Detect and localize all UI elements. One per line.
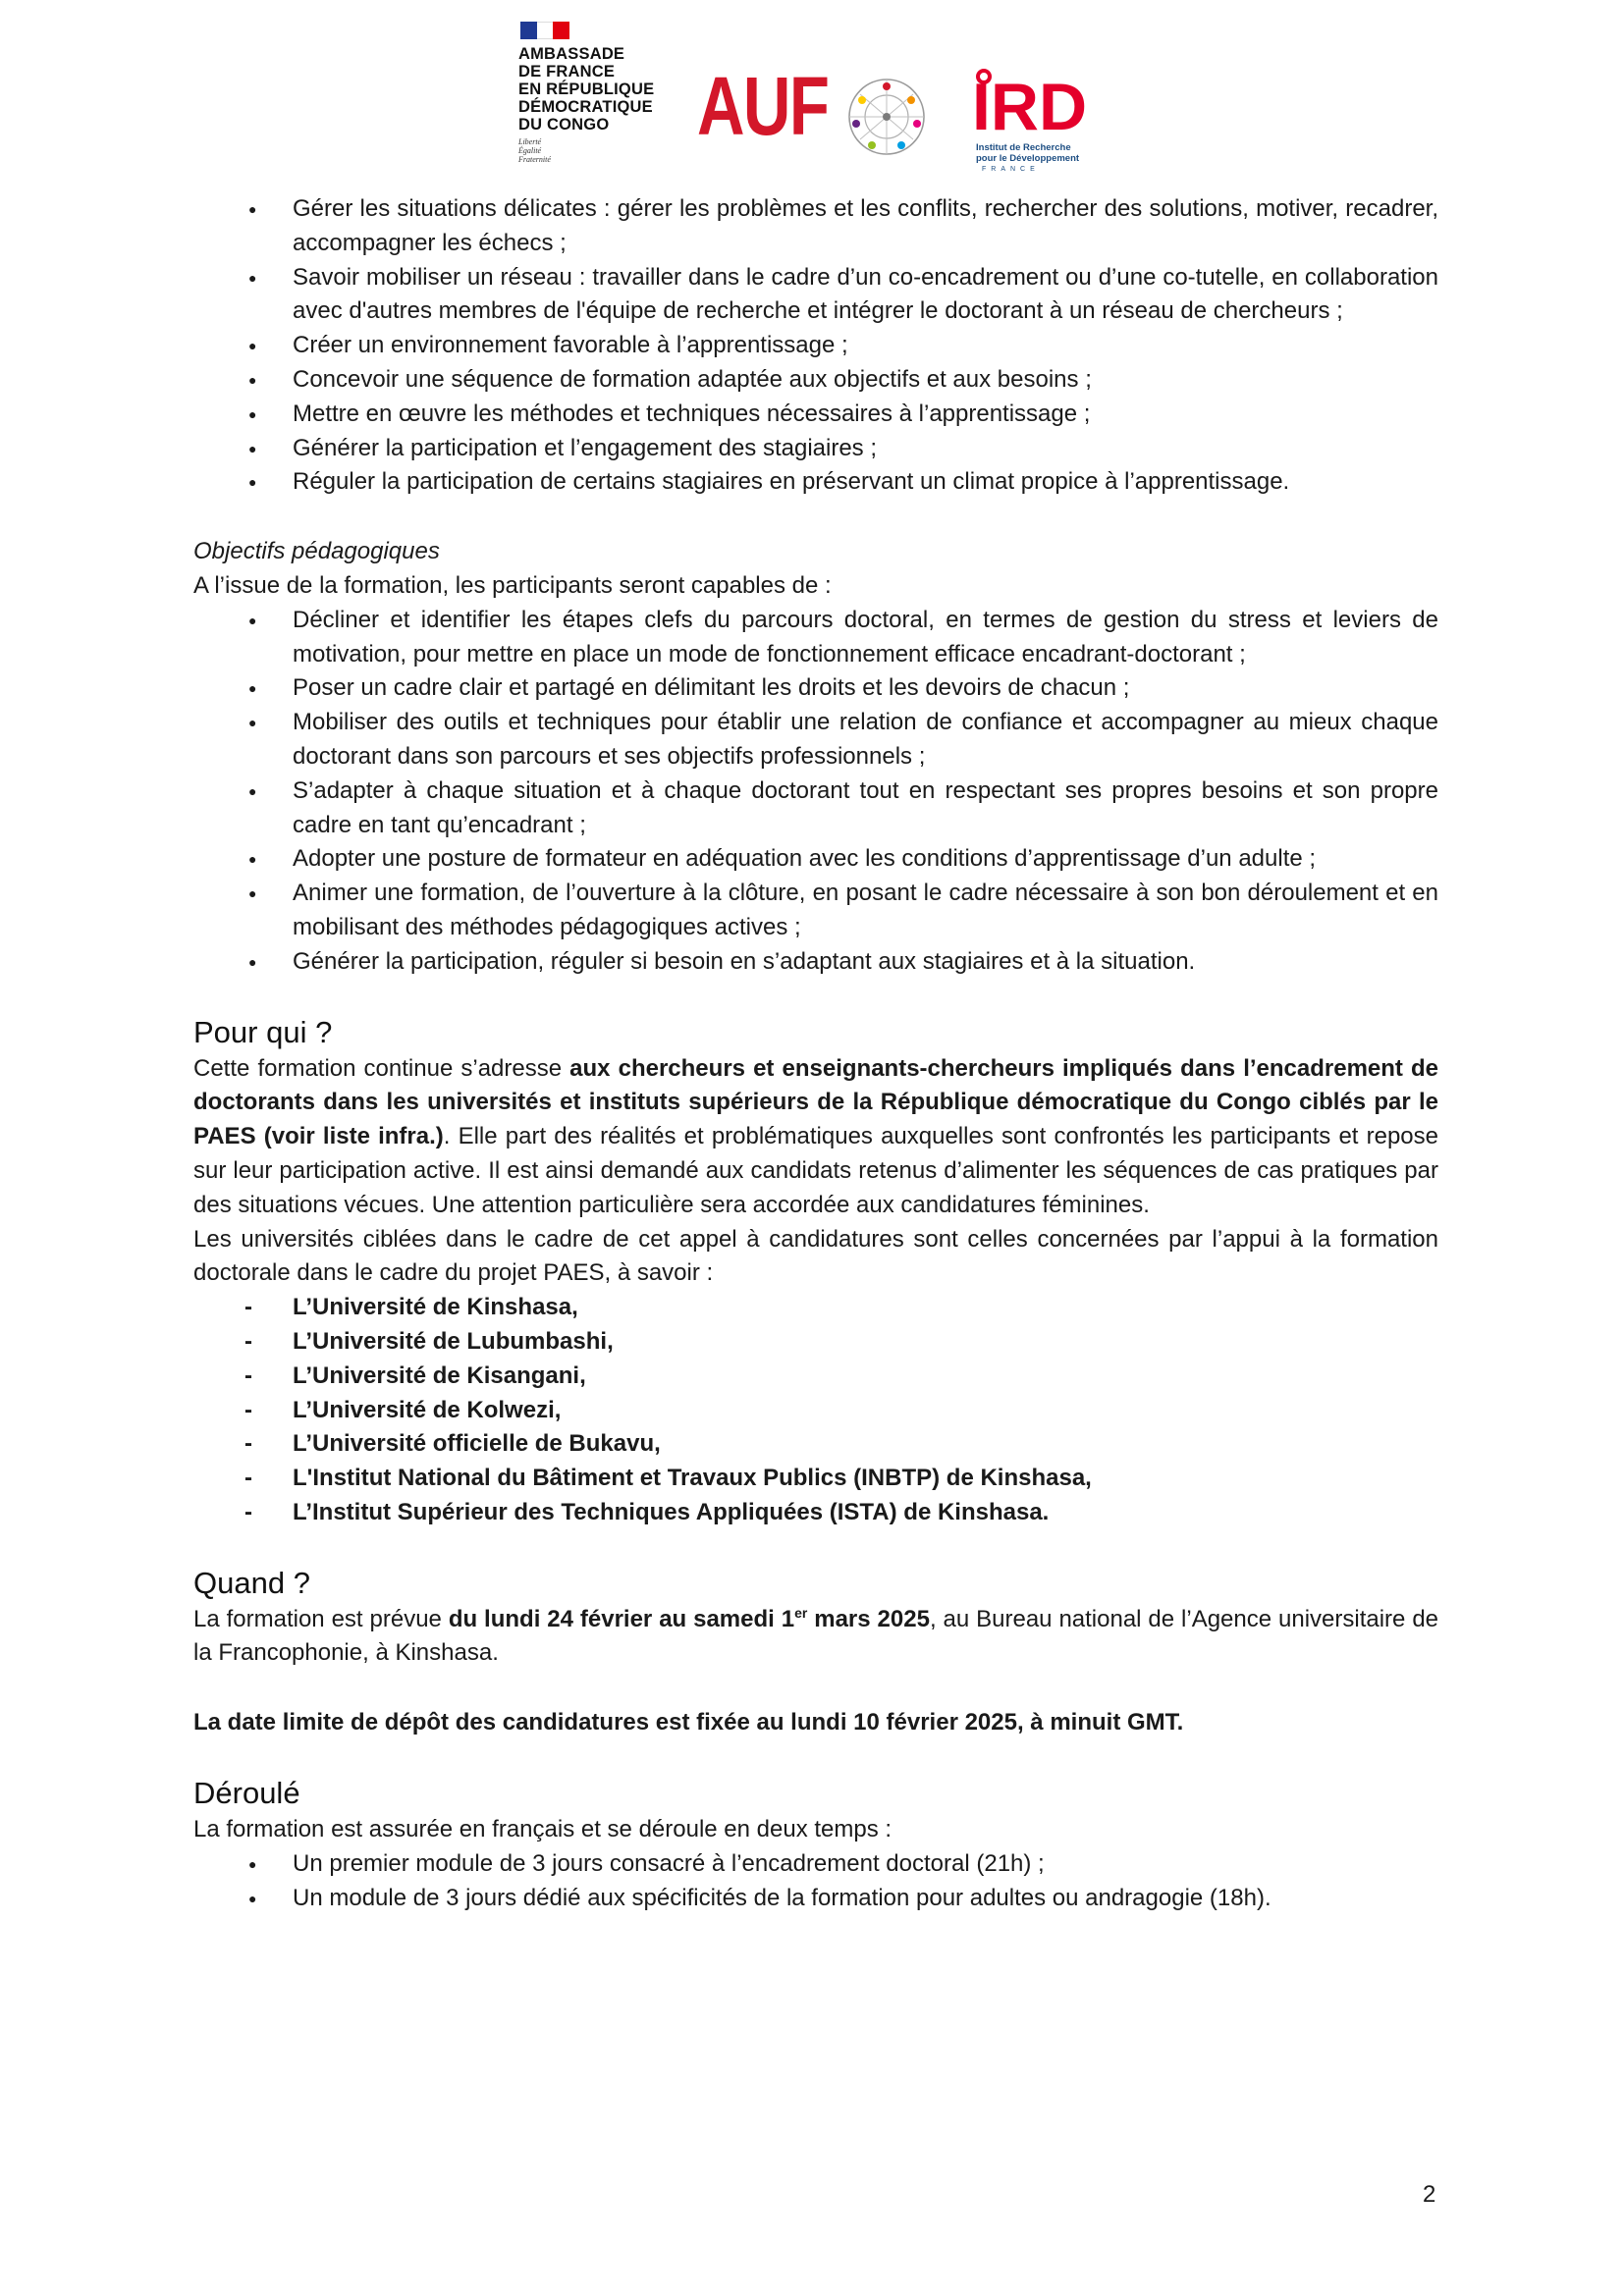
svg-text:IRD: IRD [972,70,1088,135]
list-item: - L’Université de Kisangani, [193,1360,1438,1394]
list-item: - L’Université de Lubumbashi, [193,1325,1438,1360]
list-item: - L’Université officielle de Bukavu, [193,1427,1438,1462]
list-item: ● S’adapter à chaque situation et à chaque doctorant tout en respectant ses propres besoins et son propre cadre en tant qu’encadrant ; [193,774,1438,843]
quand-heading: Quand ? [193,1565,310,1600]
universites-list [193,1291,1438,1530]
objectifs-title: Objectifs pédagogiques [193,538,440,565]
auf-globe-icon [842,73,931,161]
french-flag-icon [520,22,569,39]
list-item: - L’Institut Supérieur des Techniques Appliquées (ISTA) de Kinshasa. [193,1496,1438,1530]
page-header [511,22,1139,179]
list-item: ● Créer un environnement favorable à l’apprentissage ; [193,329,1438,363]
embassy-logo [518,22,676,164]
list-item: - L’Université de Kinshasa, [193,1291,1438,1325]
deroule-list [193,1847,1438,1916]
list-item: ● Un premier module de 3 jours consacré à l’encadrement doctoral (21h) ; [193,1847,1438,1882]
deroule-intro: La formation est assurée en français et se déroule en deux temps : [193,1816,893,1843]
deadline-text: La date limite de dépôt des candidatures est fixée au lundi 10 février 2025, à minuit GMT. [193,1709,1184,1736]
list-item: ● Gérer les situations délicates : gérer les problèmes et les conflits, rechercher des solutions, motiver, recadrer, accompagner les échecs ; [193,192,1438,261]
competences-list [193,192,1438,500]
list-item: - L'Institut National du Bâtiment et Travaux Publics (INBTP) de Kinshasa, [193,1462,1438,1496]
list-item: ● Générer la participation, réguler si besoin en s’adaptant aux stagiaires et à la situation. [193,945,1438,980]
objectifs-list [193,604,1438,980]
list-item: - L’Université de Kolwezi, [193,1394,1438,1428]
ird-country: FRANCE [982,166,1040,173]
objectifs-intro: A l’issue de la formation, les participants seront capables de : [193,571,832,599]
list-item: ● Générer la participation et l’engagement des stagiaires ; [193,432,1438,466]
list-item: ● Poser un cadre clair et partagé en délimitant les droits et les devoirs de chacun ; [193,671,1438,706]
list-item: ● Animer une formation, de l’ouverture à la clôture, en posant le cadre nécessaire à son bon déroulement et en mobilisant des méthodes pédagogiques actives ; [193,877,1438,945]
list-item: ● Mettre en œuvre les méthodes et techniques nécessaires à l’apprentissage ; [193,398,1438,432]
ird-name: Institut de Recherche pour le Développement [976,142,1080,164]
pour-qui-paragraph-2: Les universités ciblées dans le cadre de cet appel à candidatures sont celles concernées par l’appui à la formation doctorale dans le cadre du projet PAES, à savoir : [193,1225,1438,1287]
ird-wordmark-icon [970,67,1127,135]
page-number: 2 [1423,2181,1436,2208]
list-item: ● Mobiliser des outils et techniques pour établir une relation de confiance et accompagner au mieux chaque doctorant dans son parcours et ses objectifs professionnels ; [193,706,1438,774]
list-item: ● Concevoir une séquence de formation adaptée aux objectifs et aux besoins ; [193,363,1438,398]
list-item: ● Réguler la participation de certains stagiaires en préservant un climat propice à l’apprentissage. [193,465,1438,500]
quand-paragraph: La formation est prévue du lundi 24 février au samedi 1er mars 2025, au Bureau national de l’Agence universitaire de la Francophonie, à Kinshasa. [193,1604,1439,1667]
pour-qui-paragraph: Cette formation continue s’adresse aux chercheurs et enseignants-chercheurs impliqués dans l’encadrement de doctorants dans les universités et instituts supérieurs de la République démocratique du Congo ciblés par le PAES (voir liste infra.). Elle part des réalités et problématiques auxquelles sont confrontés les participants et repose sur leur participation active. Il est ainsi demandé aux candidats retenus d’alimenter les séquences de cas pratiques par des situations vécues. Une attention particulière sera accordée aux candidatures féminines. [193,1054,1439,1218]
list-item: ● Savoir mobiliser un réseau : travailler dans le cadre d’un co-encadrement ou d’une co-tutelle, en collaboration avec d'autres membres de l'équipe de recherche et intégrer le doctorant à un réseau de chercheurs ; [193,261,1438,330]
list-item: ● Décliner et identifier les étapes clefs du parcours doctoral, en termes de gestion du stress et leviers de motivation, pour mettre en place un mode de fonctionnement efficace encadrant-doctorant ; [193,604,1438,672]
deroule-heading: Déroulé [193,1776,300,1811]
list-item: ● Adopter une posture de formateur en adéquation avec les conditions d’apprentissage d’un adulte ; [193,842,1438,877]
list-item: ● Un module de 3 jours dédié aux spécificités de la formation pour adultes ou andragogie (18h). [193,1882,1438,1916]
auf-logo: AUF [697,60,829,152]
embassy-motto: Liberté Égalité Fraternité [518,137,551,164]
document-body [193,192,1438,1915]
embassy-name: AMBASSADE DE FRANCE EN RÉPUBLIQUE DÉMOCRATIQUE DU CONGO [518,45,655,133]
pour-qui-heading: Pour qui ? [193,1014,333,1049]
ird-logo [970,67,1137,173]
